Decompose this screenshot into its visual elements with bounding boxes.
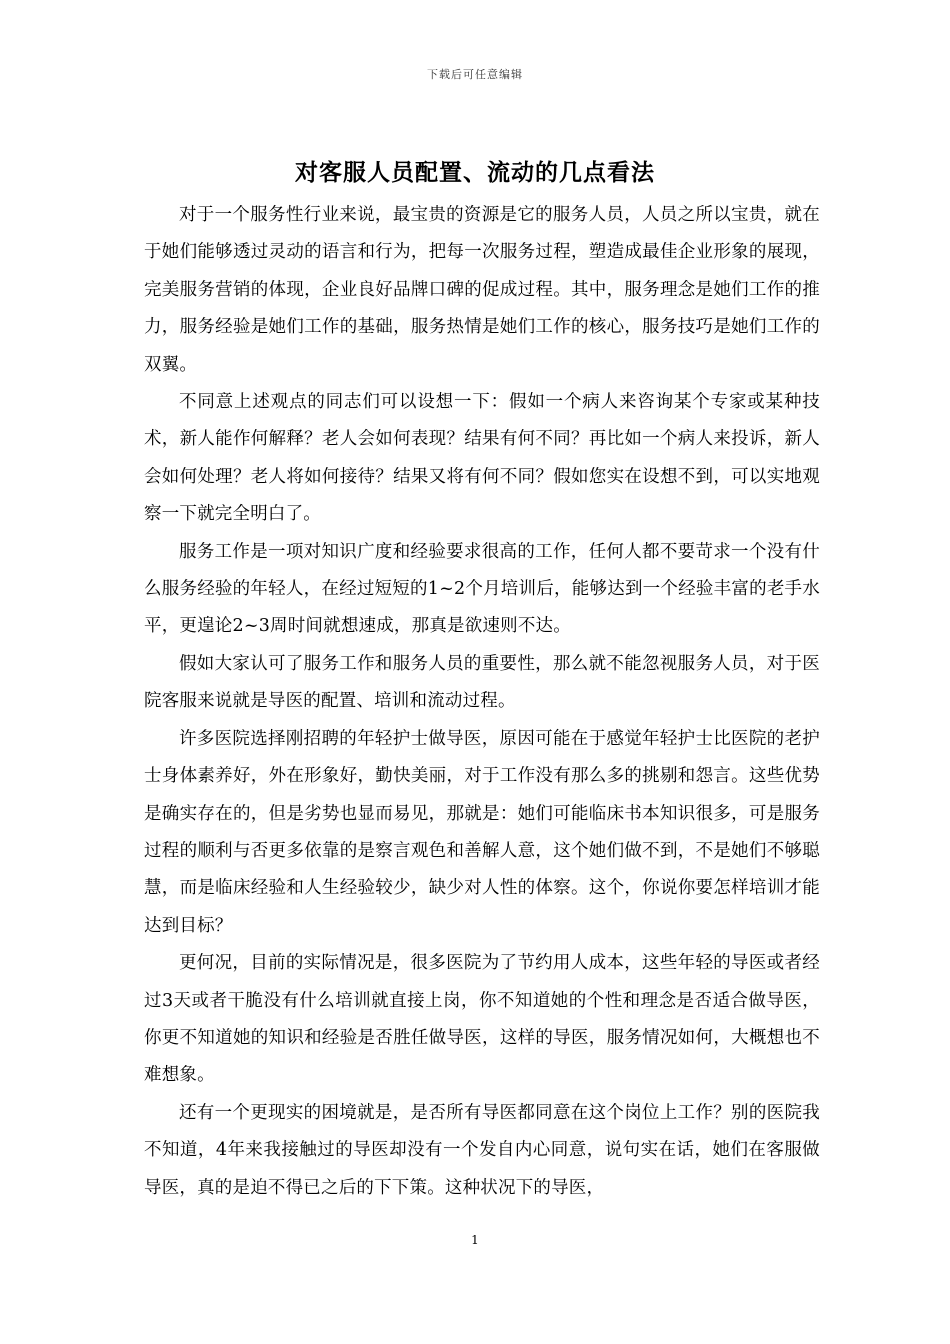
header-note: 下载后可任意编辑: [427, 68, 523, 81]
document-title: 对客服人员配置、流动的几点看法: [295, 159, 655, 186]
paragraph: 服务工作是一项对知识广度和经验要求很高的工作，任何人都不要苛求一个没有什么服务经验的年轻人，在经过短短的1~2个月培训后，能够达到一个经验丰富的老手水平，更遑论2~3周时间就想速成，那真是欲速则不达。: [144, 541, 820, 637]
paragraph: 对于一个服务性行业来说，最宝贵的资源是它的服务人员，人员之所以宝贵，就在于她们能够透过灵动的语言和行为，把每一次服务过程，塑造成最佳企业形象的展现，完美服务营销的体现，企业良好品牌口碑的促成过程。其中，服务理念是她们工作的推力，服务经验是她们工作的基础，服务热情是她们工作的核心，服务技巧是她们工作的双翼。: [144, 205, 820, 375]
paragraph: 不同意上述观点的同志们可以设想一下：假如一个病人来咨询某个专家或某种技术，新人能作何解释？老人会如何表现？结果有何不同？再比如一个病人来投诉，新人会如何处理？老人将如何接待？结果又将有何不同？假如您实在设想不到，可以实地观察一下就完全明白了。: [144, 392, 820, 525]
paragraph: 许多医院选择刚招聘的年轻护士做导医，原因可能在于感觉年轻护士比医院的老护士身体素养好，外在形象好，勤快美丽，对于工作没有那么多的挑剔和怨言。这些优势是确实存在的，但是劣势也显而易见，那就是：她们可能临床书本知识很多，可是服务过程的顺利与否更多依靠的是察言观色和善解人意，这个她们做不到，不是她们不够聪慧，而是临床经验和人生经验较少，缺少对人性的体察。这个，你说你要怎样培训才能达到目标？: [144, 728, 820, 936]
page-number: 1: [471, 1233, 479, 1247]
document-body: [144, 197, 820, 1207]
paragraph: 假如大家认可了服务工作和服务人员的重要性，那么就不能忽视服务人员，对于医院客服来说就是导医的配置、培训和流动过程。: [144, 653, 820, 712]
paragraph: 还有一个更现实的困境就是，是否所有导医都同意在这个岗位上工作？别的医院我不知道，4年来我接触过的导医却没有一个发自内心同意，说句实在话，她们在客服做导医，真的是迫不得已之后的下下策。这种状况下的导医，: [144, 1102, 820, 1198]
paragraph: 更何况，目前的实际情况是，很多医院为了节约用人成本，这些年轻的导医或者经过3天或者干脆没有什么培训就直接上岗，你不知道她的个性和理念是否适合做导医，你更不知道她的知识和经验是否胜任做导医，这样的导医，服务情况如何，大概想也不难想象。: [144, 953, 820, 1086]
